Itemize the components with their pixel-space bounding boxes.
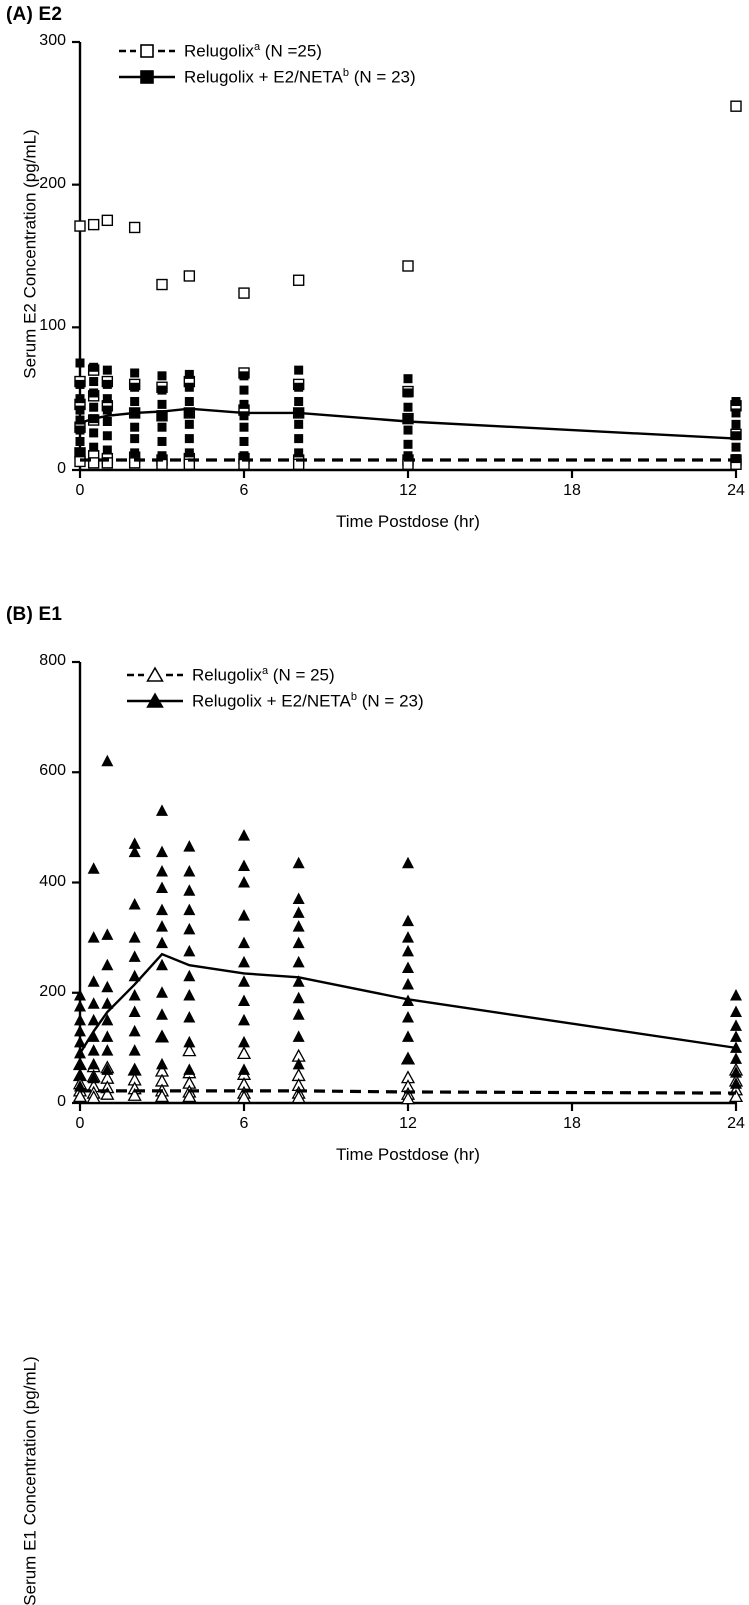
- x-tick-label: 0: [75, 482, 85, 499]
- legend-key-relugolix: [118, 40, 176, 62]
- legend-key-relugolix-e2neta: [126, 690, 184, 712]
- legend-item-label: Relugolix$^a$ (N =25): [184, 41, 322, 61]
- y-axis-title-e1: Serum E1 Concentration (pg/mL): [20, 1355, 40, 1605]
- legend-key-relugolix: [126, 664, 184, 686]
- series-relugolix-e2neta: [74, 755, 742, 1092]
- panel-a-title: (A) E2: [6, 4, 63, 25]
- y-tick-label: 600: [39, 762, 66, 780]
- x-tick-label: 24: [727, 1115, 745, 1132]
- panel-b-title: (B) E1: [6, 604, 63, 625]
- series-relugolix-e2neta: [76, 359, 741, 464]
- y-tick-label: 300: [39, 32, 66, 49]
- y-axis-title-e2: Serum E2 Concentration (pg/mL): [20, 129, 40, 379]
- y-tick-label: 0: [57, 460, 66, 477]
- y-tick-label: 100: [39, 317, 66, 335]
- x-axis-title-e1: Time Postdose (hr): [336, 1145, 480, 1164]
- legend-item-label: Relugolix$^a$ (N = 25): [192, 665, 335, 685]
- legend-key-relugolix-e2neta: [118, 66, 176, 88]
- legend-item: [126, 662, 424, 688]
- panel-e2: [0, 0, 749, 560]
- x-tick-label: 12: [399, 1115, 417, 1132]
- x-axis-title-e2: Time Postdose (hr): [336, 512, 480, 531]
- y-tick-label: 400: [39, 872, 66, 890]
- legend-item: [118, 64, 416, 90]
- legend-e1: [126, 662, 424, 714]
- x-tick-label: 24: [727, 482, 745, 499]
- x-tick-label: 0: [75, 1115, 85, 1132]
- panel-e1: [0, 600, 749, 1605]
- legend-item-label: Relugolix + $E2/NETA^b$ (N = 23): [184, 67, 416, 87]
- x-tick-label: 6: [239, 482, 249, 499]
- y-tick-label: 0: [57, 1093, 66, 1110]
- y-tick-label: 200: [39, 174, 66, 192]
- y-tick-label: 800: [39, 652, 66, 669]
- x-tick-label: 12: [399, 482, 417, 499]
- legend-item-label: Relugolix + $E2/NETA^b$ (N = 23): [192, 691, 424, 711]
- y-tick-label: 200: [39, 982, 66, 1000]
- x-tick-label: 18: [563, 1115, 581, 1132]
- legend-e2: [118, 38, 416, 90]
- legend-item: [118, 38, 416, 64]
- x-tick-label: 18: [563, 482, 581, 499]
- legend-item: [126, 688, 424, 714]
- series-relugolix: [75, 101, 741, 469]
- x-tick-label: 6: [239, 1115, 249, 1132]
